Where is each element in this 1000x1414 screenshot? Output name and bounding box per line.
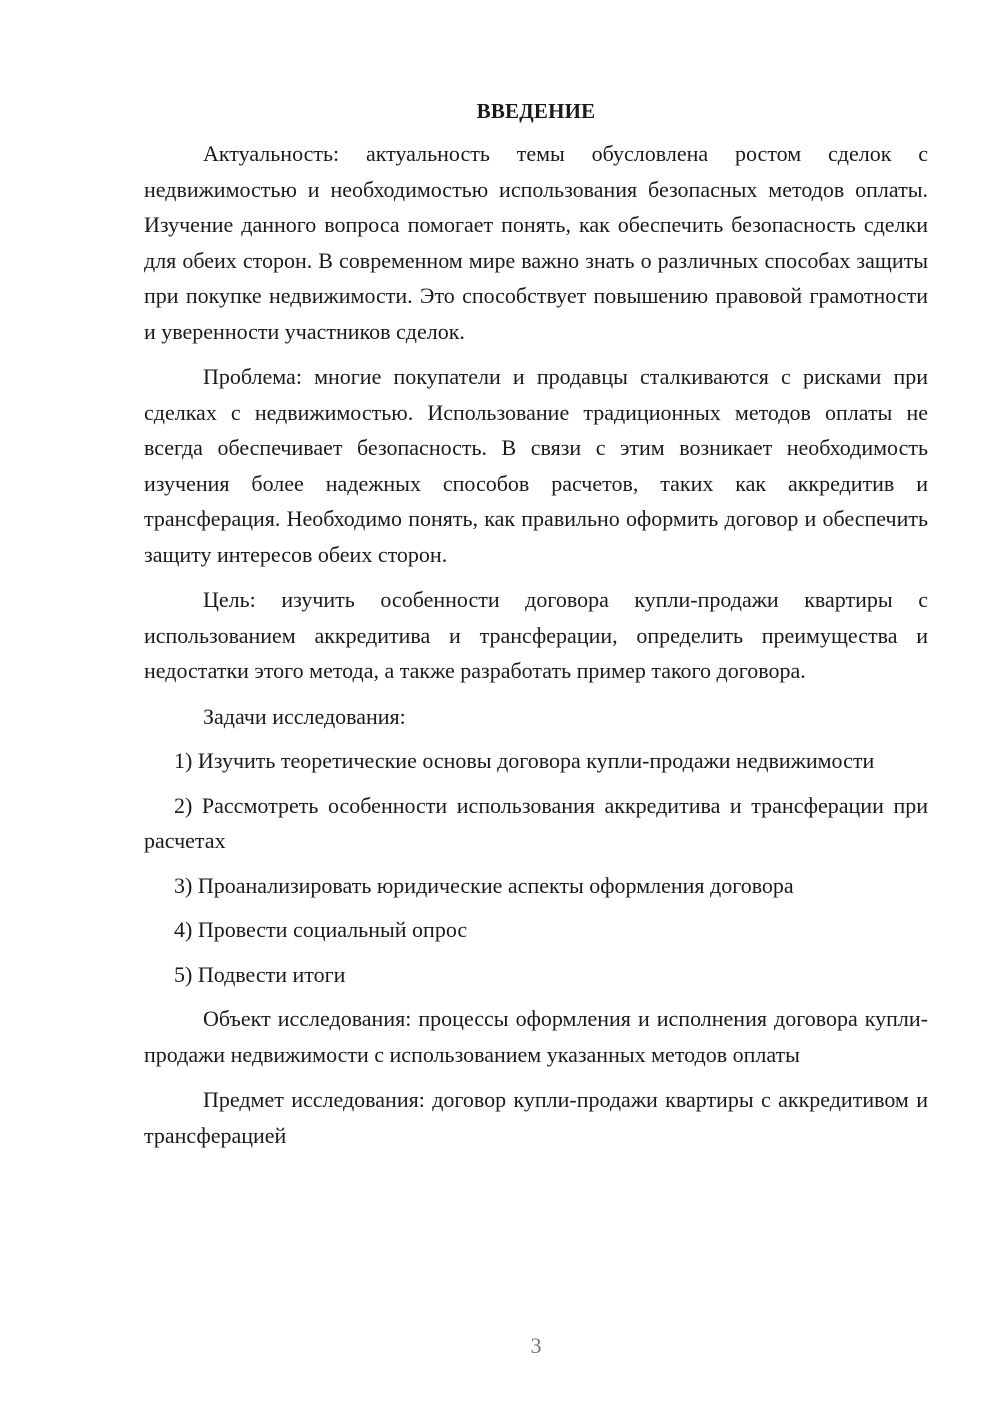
paragraph-object: Объект исследования: процессы оформления и исполнения договора купли-продажи недвижимости с использованием указанных методов оплаты <box>144 1006 928 1067</box>
paragraph-relevance: Актуальность: актуальность темы обусловлена ростом сделок с недвижимостью и необходимостью использования безопасных методов оплаты. Изучение данного вопроса помогает понять, как обеспечить безопасность сделки для обеих сторон. В современном мире важно знать о различных способах защиты при покупке недвижимости. Это способствует повышению правовой грамотности и уверенности участников сделок. <box>144 141 928 344</box>
task-item-2: 2) Рассмотреть особенности использования аккредитива и трансферации при расчетах <box>144 792 928 853</box>
section-title: ВВЕДЕНИЕ <box>476 99 596 123</box>
tasks-heading: Задачи исследования: <box>203 703 406 729</box>
task-item-4: 4) Провести социальный опрос <box>174 917 468 942</box>
paragraph-subject: Предмет исследования: договор купли-продажи квартиры с аккредитивом и трансферацией <box>144 1087 928 1148</box>
paragraph-goal: Цель: изучить особенности договора купли-продажи квартиры с использованием аккредитива и трансферации, определить преимущества и недостатки этого метода, а также разработать пример такого договора. <box>144 587 928 683</box>
page-content <box>144 97 928 1163</box>
task-item-5: 5) Подвести итоги <box>174 961 346 987</box>
task-item-1: 1) Изучить теоретические основы договора купли-продажи недвижимости <box>174 748 875 773</box>
task-item-3: 3) Проанализировать юридические аспекты оформления договора <box>174 872 794 898</box>
page-number: 3 <box>530 1333 542 1358</box>
paragraph-problem: Проблема: многие покупатели и продавцы сталкиваются с рисками при сделках с недвижимостью. Использование традиционных методов оплаты не всегда обеспечивает безопасность. В связи с этим возникает необходимость изучения более надежных способов расчетов, таких как аккредитив и трансферация. Необходимо понять, как правильно оформить договор и обеспечить защиту интересов обеих сторон. <box>144 364 928 567</box>
